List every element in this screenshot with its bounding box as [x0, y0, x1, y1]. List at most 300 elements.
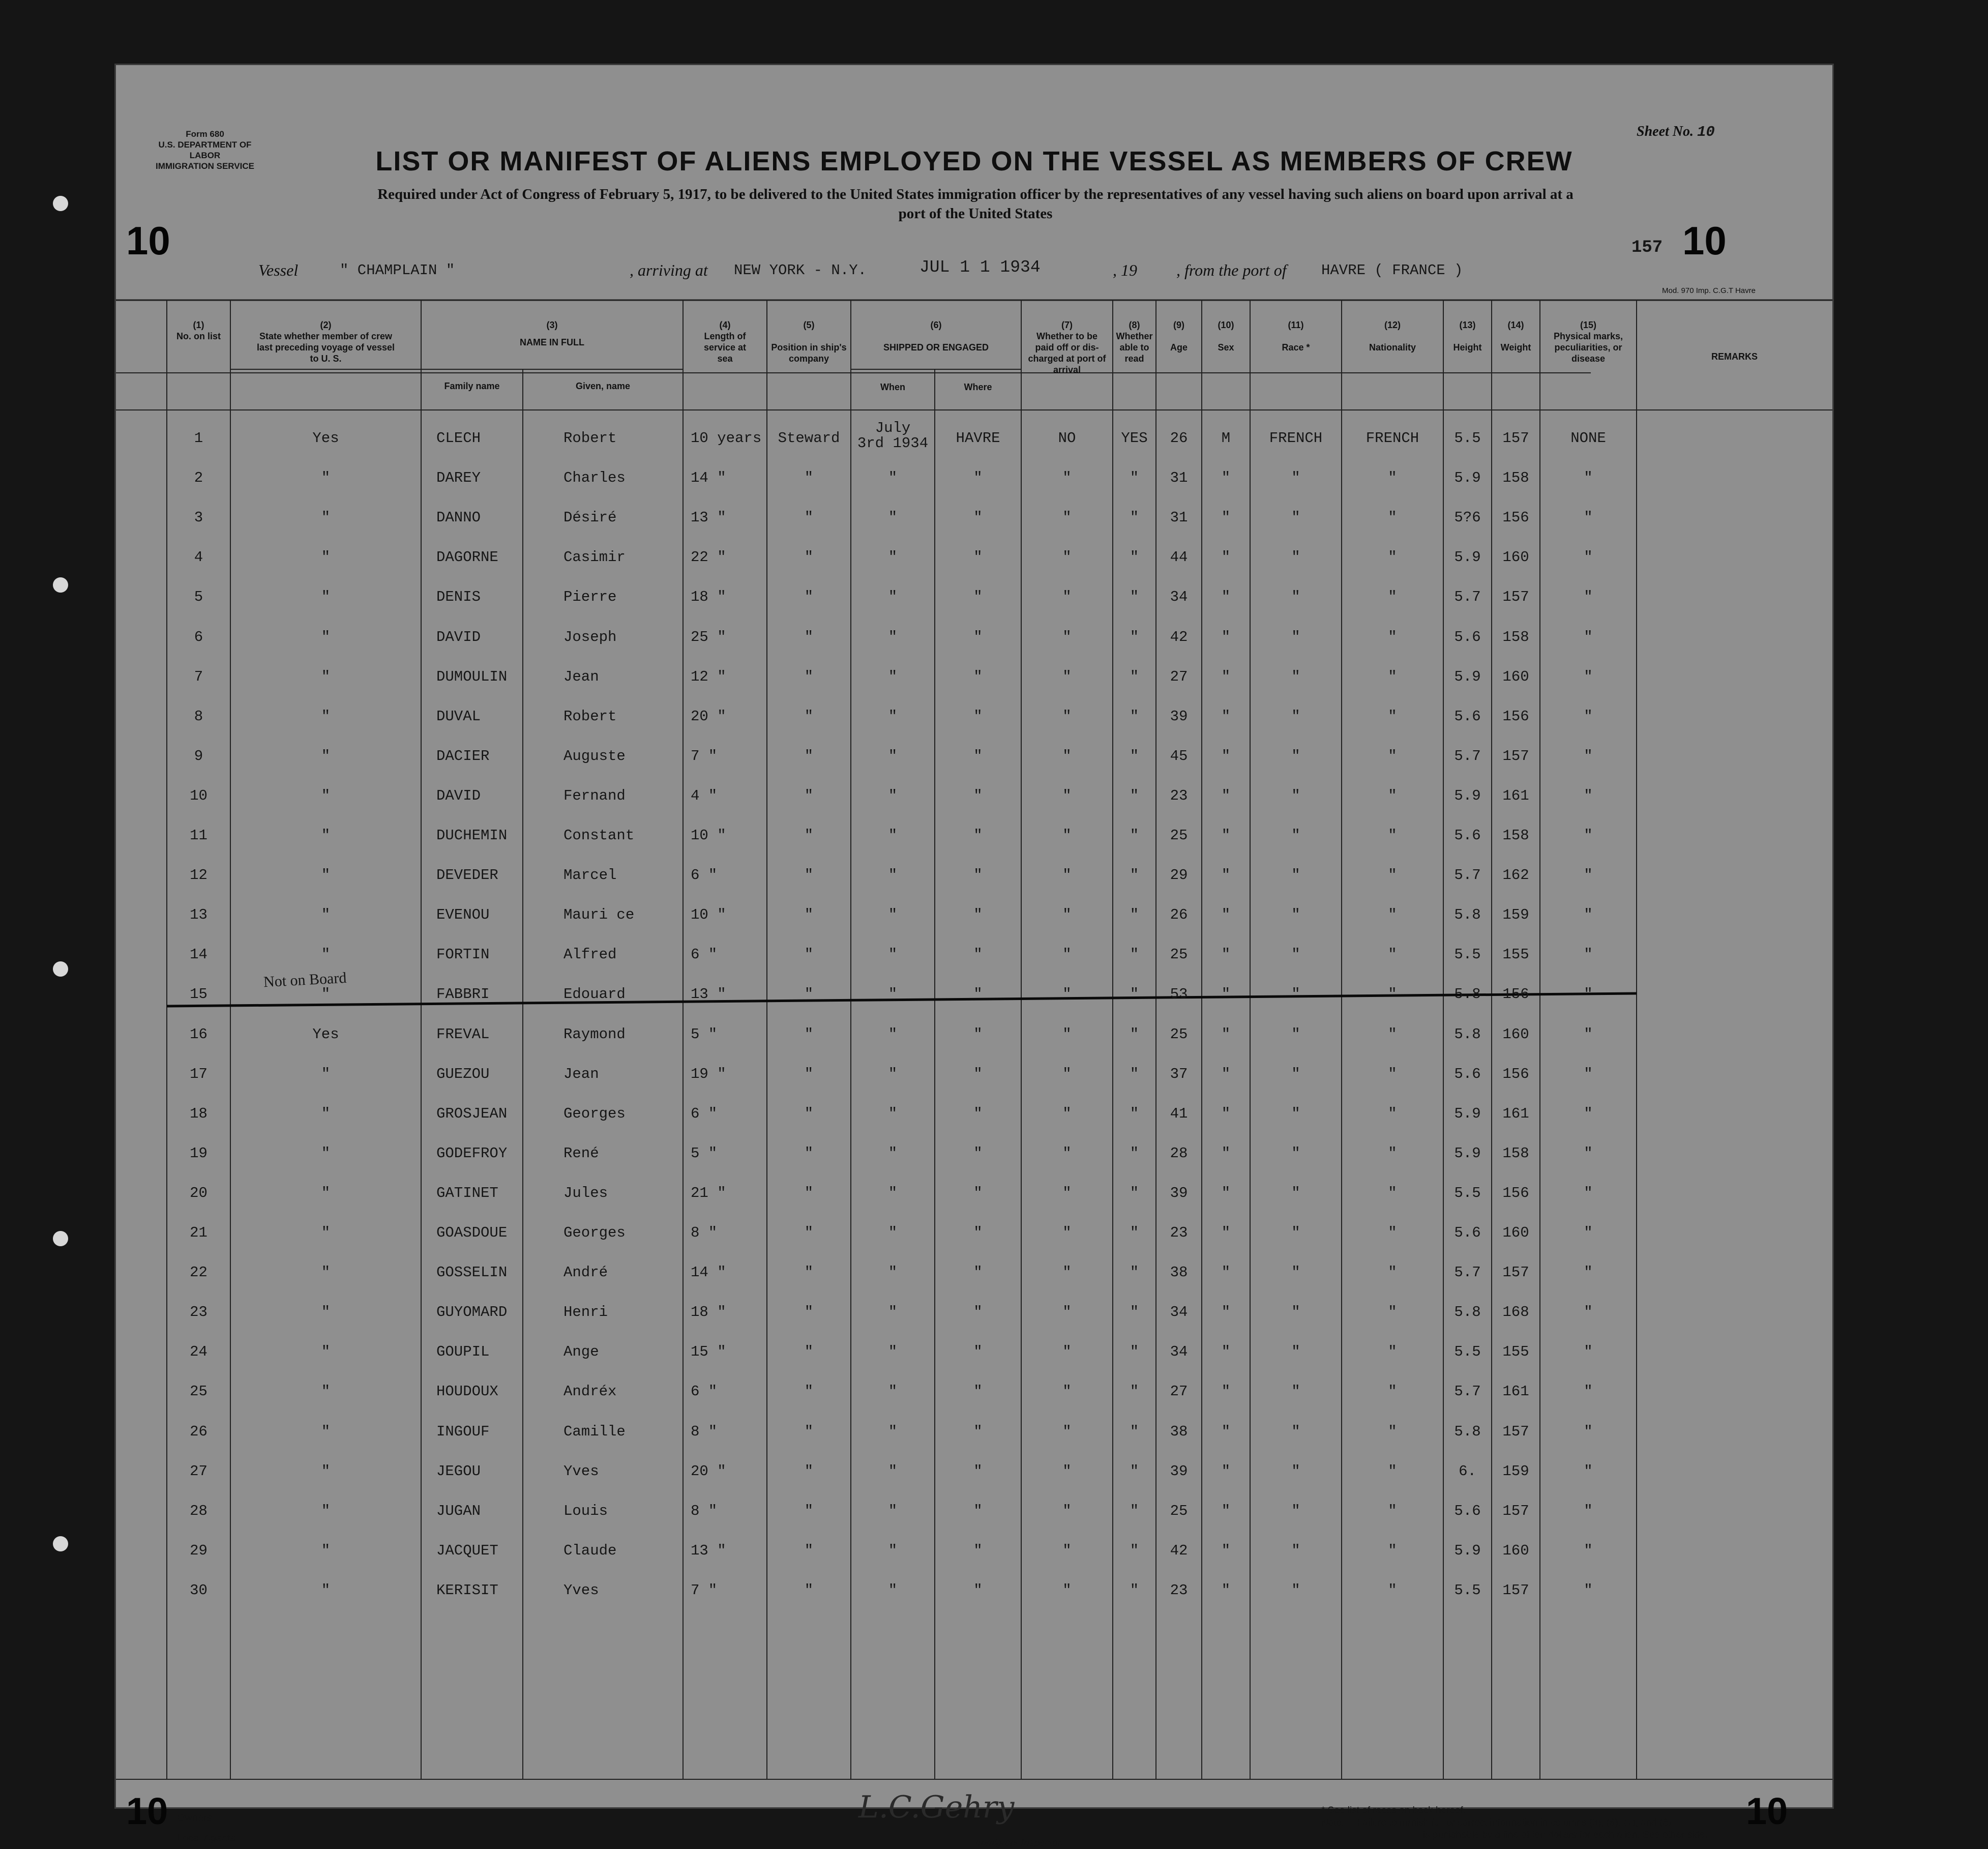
- physical-marks: ": [1584, 1581, 1593, 1599]
- nationality: ": [1388, 628, 1397, 645]
- weight: 156: [1502, 509, 1529, 526]
- shipped-when: ": [888, 867, 898, 884]
- position: ": [804, 589, 814, 606]
- height: 5.6: [1454, 708, 1481, 725]
- height: 5.9: [1454, 787, 1481, 804]
- col14-header: [1492, 319, 1540, 353]
- row-number: 13: [190, 906, 207, 924]
- sex: ": [1221, 1264, 1231, 1281]
- row-number: 4: [194, 549, 203, 566]
- table-row: [116, 895, 1832, 935]
- weight: 157: [1502, 747, 1529, 765]
- service-length: 18 ": [691, 1304, 726, 1321]
- row-number: 22: [190, 1264, 207, 1281]
- family-name-header: Family name: [444, 381, 500, 391]
- nationality: ": [1388, 1383, 1397, 1400]
- weight: 161: [1502, 1105, 1529, 1122]
- col6-title: SHIPPED OR ENGAGED: [883, 342, 989, 353]
- sex: ": [1221, 1462, 1231, 1480]
- table-row: [116, 1571, 1832, 1610]
- race: ": [1291, 1105, 1300, 1122]
- age: 34: [1170, 1343, 1188, 1361]
- row-number: 26: [190, 1423, 207, 1440]
- row-number: 2: [194, 469, 203, 487]
- given-name-header: Given, name: [575, 381, 631, 391]
- height: 5.6: [1454, 1224, 1481, 1241]
- table-row: [116, 538, 1832, 577]
- service-name: IMMIGRATION SERVICE: [156, 161, 254, 171]
- age: 34: [1170, 589, 1188, 606]
- height: 5.9: [1454, 1542, 1481, 1559]
- nationality: ": [1388, 747, 1397, 765]
- previous-voyage: ": [321, 906, 331, 924]
- weight: 161: [1502, 787, 1529, 804]
- col10-number: (10): [1218, 320, 1234, 330]
- shipped-when: ": [888, 827, 898, 844]
- service-length: 8 ": [691, 1224, 718, 1241]
- paid-off: ": [1062, 1423, 1072, 1440]
- vessel-name: " CHAMPLAIN ": [340, 262, 455, 279]
- position: ": [804, 469, 814, 487]
- row-number: 6: [194, 628, 203, 645]
- able-to-read: ": [1130, 1581, 1139, 1599]
- given-name: Claude: [563, 1542, 617, 1559]
- col7-number: (7): [1061, 320, 1073, 330]
- shipped-when: ": [888, 1343, 898, 1361]
- position: ": [804, 1144, 814, 1162]
- shipped-when: ": [888, 1105, 898, 1122]
- age: 27: [1170, 668, 1188, 685]
- sex: ": [1221, 827, 1231, 844]
- paid-off: ": [1062, 1462, 1072, 1480]
- able-to-read: ": [1130, 1224, 1139, 1241]
- previous-voyage: ": [321, 1542, 331, 1559]
- family-name: GROSJEAN: [436, 1105, 508, 1122]
- family-name: DEVEDER: [436, 867, 498, 884]
- height: 5.7: [1454, 867, 1481, 884]
- position: ": [804, 906, 814, 924]
- age: 26: [1170, 430, 1188, 447]
- penalty-note-2: is punishable by a fine of ten dollars for each alien. See other side.: [1423, 1830, 1708, 1840]
- physical-marks: ": [1584, 628, 1593, 645]
- family-name: HOUDOUX: [436, 1383, 498, 1400]
- able-to-read: ": [1130, 628, 1139, 645]
- department-name: U.S. DEPARTMENT OF LABOR: [158, 140, 252, 160]
- page-title: LIST OR MANIFEST OF ALIENS EMPLOYED ON THE VESSEL AS MEMBERS OF CREW: [375, 146, 1573, 177]
- subtitle-line-2: port of the United States: [898, 206, 1053, 222]
- row-number: 10: [190, 787, 207, 804]
- subtitle-line-1: Required under Act of Congress of February 5, 1917, to be delivered to the United States immigration officer by the representatives of any vessel having such aliens on board upon arrival at a: [377, 186, 1574, 202]
- row-number: 24: [190, 1343, 207, 1361]
- service-length: 14 ": [691, 469, 726, 487]
- physical-marks: ": [1584, 1264, 1593, 1281]
- able-to-read: ": [1130, 867, 1139, 884]
- position: ": [804, 1462, 814, 1480]
- paid-off: ": [1062, 1144, 1072, 1162]
- nationality: ": [1388, 827, 1397, 844]
- row-number: 5: [194, 589, 203, 606]
- height: 5.9: [1454, 469, 1481, 487]
- service-length: 8 ": [691, 1423, 718, 1440]
- row-number: 9: [194, 747, 203, 765]
- age: 45: [1170, 747, 1188, 765]
- sex: ": [1221, 1065, 1231, 1082]
- paid-off: ": [1062, 628, 1072, 645]
- race: ": [1291, 1383, 1300, 1400]
- nationality: ": [1388, 668, 1397, 685]
- big-number-bottom-left: 10: [126, 1790, 168, 1832]
- family-name: DANNO: [436, 509, 481, 526]
- races-note: * See list of races on back hereof.: [1321, 1805, 1466, 1816]
- age: 31: [1170, 469, 1188, 487]
- stamp-number: 157: [1631, 238, 1663, 257]
- shipped-where: ": [973, 549, 983, 566]
- given-name: Jules: [563, 1184, 608, 1201]
- service-length: 5 ": [691, 1144, 718, 1162]
- family-name: GOSSELIN: [436, 1264, 508, 1281]
- from-port: HAVRE ( FRANCE ): [1321, 262, 1463, 279]
- previous-voyage: ": [321, 1264, 331, 1281]
- col1-header: [167, 319, 230, 342]
- service-length: 14 ": [691, 1264, 726, 1281]
- able-to-read: ": [1130, 469, 1139, 487]
- shipped-where: ": [973, 827, 983, 844]
- row-number: 15: [190, 986, 207, 1003]
- table-row: [116, 1094, 1832, 1134]
- given-name: Raymond: [563, 1025, 626, 1043]
- sex: ": [1221, 747, 1231, 765]
- physical-marks: ": [1584, 986, 1593, 1003]
- nationality: ": [1388, 867, 1397, 884]
- table-row: [116, 1015, 1832, 1054]
- age: 39: [1170, 1184, 1188, 1201]
- service-length: 7 ": [691, 1581, 718, 1599]
- race: ": [1291, 1025, 1300, 1043]
- service-length: 10 years: [691, 430, 762, 447]
- weight: 168: [1502, 1304, 1529, 1321]
- shipped-where: ": [973, 1502, 983, 1519]
- sex: ": [1221, 549, 1231, 566]
- shipped-when: ": [888, 549, 898, 566]
- given-name: Alfred: [563, 946, 617, 963]
- shipped-when: ": [888, 747, 898, 765]
- table-row: [116, 1372, 1832, 1412]
- given-name: Fernand: [563, 787, 626, 804]
- paid-off: ": [1062, 1581, 1072, 1599]
- physical-marks: ": [1584, 469, 1593, 487]
- paid-off: ": [1062, 1025, 1072, 1043]
- physical-marks: ": [1584, 1065, 1593, 1082]
- service-length: 4 ": [691, 787, 718, 804]
- nationality: ": [1388, 1025, 1397, 1043]
- position: ": [804, 1224, 814, 1241]
- nationality: ": [1388, 946, 1397, 963]
- able-to-read: YES: [1121, 430, 1148, 447]
- given-name: Louis: [563, 1502, 608, 1519]
- height: 5.5: [1454, 1581, 1481, 1599]
- footer-notes: [1321, 1805, 1708, 1841]
- nationality: ": [1388, 1105, 1397, 1122]
- given-name: René: [563, 1144, 599, 1162]
- family-name: INGOUF: [436, 1423, 490, 1440]
- race: ": [1291, 1224, 1300, 1241]
- able-to-read: ": [1130, 1184, 1139, 1201]
- physical-marks: NONE: [1570, 430, 1606, 447]
- previous-voyage: ": [321, 1224, 331, 1241]
- weight: 157: [1502, 1581, 1529, 1599]
- big-sheet-number-left: 10: [126, 218, 170, 263]
- shipped-where: ": [973, 589, 983, 606]
- binder-hole: [53, 196, 68, 211]
- given-name: Constant: [563, 827, 635, 844]
- previous-voyage: ": [321, 1184, 331, 1201]
- shipped-when: ": [888, 1025, 898, 1043]
- shipped-where: ": [973, 747, 983, 765]
- vessel-label: Vessel: [258, 261, 299, 279]
- given-name: Jean: [563, 1065, 599, 1082]
- paid-off: ": [1062, 509, 1072, 526]
- given-name: Georges: [563, 1105, 626, 1122]
- height: 5.8: [1454, 986, 1481, 1003]
- col15-header: [1540, 319, 1637, 364]
- position: ": [804, 1025, 814, 1043]
- sex: ": [1221, 589, 1231, 606]
- family-name: DACIER: [436, 747, 490, 765]
- race: ": [1291, 827, 1300, 844]
- previous-voyage: ": [321, 1581, 331, 1599]
- table-row: [116, 657, 1832, 697]
- service-length: 19 ": [691, 1065, 726, 1082]
- inspector-label: Immigrant Inspector.: [975, 1838, 1063, 1848]
- table-row: [116, 1531, 1832, 1571]
- shipped-where: ": [973, 1343, 983, 1361]
- nationality: ": [1388, 986, 1397, 1003]
- height: 5.8: [1454, 1025, 1481, 1043]
- col13-number: (13): [1459, 320, 1476, 330]
- family-name: DAVID: [436, 628, 481, 645]
- family-name: EVENOU: [436, 906, 490, 924]
- previous-voyage: ": [321, 668, 331, 685]
- sex: ": [1221, 906, 1231, 924]
- sheet-label: Sheet No.: [1637, 124, 1694, 139]
- sex: ": [1221, 1105, 1231, 1122]
- position: ": [804, 1581, 814, 1599]
- age: 26: [1170, 906, 1188, 924]
- able-to-read: ": [1130, 1025, 1139, 1043]
- position: ": [804, 1343, 814, 1361]
- race: ": [1291, 1462, 1300, 1480]
- paid-off: ": [1062, 1502, 1072, 1519]
- weight: 160: [1502, 1025, 1529, 1043]
- sex: ": [1221, 1542, 1231, 1559]
- family-name: DAGORNE: [436, 549, 498, 566]
- previous-voyage: ": [321, 1502, 331, 1519]
- age: 23: [1170, 1581, 1188, 1599]
- service-length: 13 ": [691, 509, 726, 526]
- race: ": [1291, 1542, 1300, 1559]
- position: ": [804, 1065, 814, 1082]
- nationality: ": [1388, 1264, 1397, 1281]
- service-length: 6 ": [691, 946, 718, 963]
- row-number: 3: [194, 509, 203, 526]
- big-sheet-number-right: 10: [1682, 218, 1727, 263]
- table-row: [116, 737, 1832, 776]
- race: ": [1291, 589, 1300, 606]
- paid-off: ": [1062, 1383, 1072, 1400]
- race: ": [1291, 708, 1300, 725]
- service-length: 7 ": [691, 747, 718, 765]
- race: ": [1291, 1264, 1300, 1281]
- sex: ": [1221, 1224, 1231, 1241]
- position: ": [804, 747, 814, 765]
- shipped-when: ": [888, 1304, 898, 1321]
- height: 5.9: [1454, 549, 1481, 566]
- service-length: 6 ": [691, 867, 718, 884]
- sex: ": [1221, 668, 1231, 685]
- height: 5.7: [1454, 1264, 1481, 1281]
- shipped-when: ": [888, 1383, 898, 1400]
- nationality: ": [1388, 469, 1397, 487]
- table-row: [116, 1173, 1832, 1213]
- age: 37: [1170, 1065, 1188, 1082]
- paid-off: ": [1062, 747, 1072, 765]
- table-row: [116, 618, 1832, 657]
- sex: ": [1221, 1581, 1231, 1599]
- race: FRENCH: [1269, 430, 1323, 447]
- position: ": [804, 1304, 814, 1321]
- previous-voyage: ": [321, 1423, 331, 1440]
- nationality: ": [1388, 1184, 1397, 1201]
- position: ": [804, 668, 814, 685]
- shipped-where: ": [973, 509, 983, 526]
- given-name: Charles: [563, 469, 626, 487]
- shipped-where: ": [973, 787, 983, 804]
- age: 38: [1170, 1264, 1188, 1281]
- col9-number: (9): [1173, 320, 1184, 330]
- race: ": [1291, 1502, 1300, 1519]
- family-name: FABBRI: [436, 986, 490, 1003]
- previous-voyage: ": [321, 1343, 331, 1361]
- height: 5.9: [1454, 1144, 1481, 1162]
- physical-marks: ": [1584, 549, 1593, 566]
- able-to-read: ": [1130, 668, 1139, 685]
- position: ": [804, 787, 814, 804]
- shipped-where: ": [973, 628, 983, 645]
- table-row: [116, 816, 1832, 856]
- col5-title: Position in ship's company: [771, 342, 847, 364]
- family-name: DUVAL: [436, 708, 481, 725]
- shipped-when: ": [888, 1542, 898, 1559]
- position: Steward: [778, 430, 840, 447]
- sheet-number: 10: [1697, 124, 1715, 140]
- family-name: DUMOULIN: [436, 668, 508, 685]
- shipped-when: ": [888, 628, 898, 645]
- shipped-when: ": [888, 787, 898, 804]
- height: 5.5: [1454, 1184, 1481, 1201]
- given-name: Robert: [563, 708, 617, 725]
- height: 5.7: [1454, 1383, 1481, 1400]
- position: ": [804, 509, 814, 526]
- table-row: [116, 498, 1832, 538]
- table-row: [116, 970, 1832, 1014]
- weight: 156: [1502, 1184, 1529, 1201]
- weight: 156: [1502, 986, 1529, 1003]
- height: 5.6: [1454, 1065, 1481, 1082]
- col9-header: [1156, 319, 1202, 353]
- family-name: JUGAN: [436, 1502, 481, 1519]
- age: 31: [1170, 509, 1188, 526]
- given-name: Henri: [563, 1304, 608, 1321]
- position: ": [804, 1383, 814, 1400]
- col11-title: Race *: [1282, 342, 1310, 353]
- col15-title: Physical marks, peculiarities, or disease: [1553, 331, 1623, 364]
- able-to-read: ": [1130, 747, 1139, 765]
- row-number: 18: [190, 1105, 207, 1122]
- nationality: ": [1388, 1542, 1397, 1559]
- table-row: [116, 577, 1832, 617]
- weight: 156: [1502, 708, 1529, 725]
- col13-header: [1443, 319, 1492, 353]
- race: ": [1291, 906, 1300, 924]
- shipped-when: ": [888, 946, 898, 963]
- height: 6.: [1459, 1462, 1476, 1480]
- shipped-where: ": [973, 1304, 983, 1321]
- shipped-when: ": [888, 708, 898, 725]
- sex: ": [1221, 1383, 1231, 1400]
- able-to-read: ": [1130, 708, 1139, 725]
- local-agents-label: Local Agents: [177, 1833, 235, 1844]
- given-name: Marcel: [563, 867, 617, 884]
- shipped-when: ": [888, 1184, 898, 1201]
- shipped-where: ": [973, 1184, 983, 1201]
- race: ": [1291, 1343, 1300, 1361]
- row-number: 1: [194, 430, 203, 447]
- race: ": [1291, 1304, 1300, 1321]
- binder-hole: [53, 961, 68, 977]
- physical-marks: ": [1584, 946, 1593, 963]
- sex: ": [1221, 1343, 1231, 1361]
- previous-voyage: Yes: [312, 1025, 339, 1043]
- given-name: Robert: [563, 430, 617, 447]
- previous-voyage: ": [321, 1462, 331, 1480]
- when-header: When: [880, 382, 905, 392]
- service-length: 5 ": [691, 1025, 718, 1043]
- paid-off: ": [1062, 469, 1072, 487]
- race: ": [1291, 1184, 1300, 1201]
- table-row: [116, 1293, 1832, 1332]
- race: ": [1291, 1144, 1300, 1162]
- family-name: GODEFROY: [436, 1144, 508, 1162]
- col12-header: [1342, 319, 1443, 353]
- given-name: Camille: [563, 1423, 626, 1440]
- shipped-when: ": [888, 1144, 898, 1162]
- physical-marks: ": [1584, 1184, 1593, 1201]
- able-to-read: ": [1130, 1542, 1139, 1559]
- table-row: [116, 1253, 1832, 1293]
- height: 5.8: [1454, 906, 1481, 924]
- family-name: GOASDOUE: [436, 1224, 508, 1241]
- col8-number: (8): [1129, 320, 1140, 330]
- col8-header: [1113, 319, 1156, 364]
- penalty-note-1: Note.— Failure to furnish full or correct information in columns (3), (6), (7), and (8): [1321, 1817, 1672, 1828]
- able-to-read: ": [1130, 1462, 1139, 1480]
- physical-marks: ": [1584, 708, 1593, 725]
- shipped-where: ": [973, 1542, 983, 1559]
- able-to-read: ": [1130, 1423, 1139, 1440]
- table-row: [116, 1452, 1832, 1491]
- service-length: 20 ": [691, 708, 726, 725]
- race: ": [1291, 549, 1300, 566]
